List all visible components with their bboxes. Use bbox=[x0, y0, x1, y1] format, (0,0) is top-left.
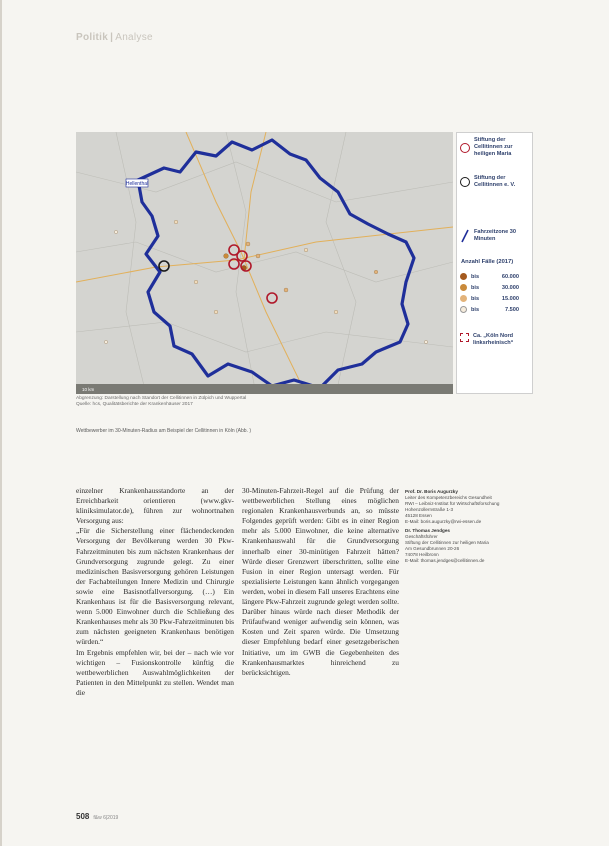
case-class-label: bis bbox=[471, 295, 480, 302]
paragraph: „Für die Sicherstellung einer flächendeckenden Versorgung der Bevölkerung werden 30 Pkw-Fahrzeitminuten bis zum nächsten Krankenhaus der Grundversorgung zugrunde gelegt. Zu einer medizinischen Basisversorgung gehören Leistungen der Fachabteilungen Innere Medizin und Chirurgie sowie eine Basisnotfallversorgung. (…) Ein Krankenhaus ist für die Basisversorgung relevant, wenn 5.000 Einwohner durch die Schließung des Krankenhauses mehr als 30 Pkw-Fahrzeitminuten bis zum nächsten geeigneten Krankenhaus benötigen würden.“ bbox=[76, 526, 234, 647]
case-class-label: bis bbox=[471, 306, 480, 313]
article-column-1 bbox=[76, 486, 234, 698]
author-line: 45128 Essen bbox=[405, 512, 432, 518]
legend-case-class bbox=[460, 306, 519, 313]
legend-item-ev bbox=[460, 175, 526, 189]
section-separator: | bbox=[110, 32, 114, 43]
author-line: Leiter des Kompetenzbereichs Gesundheit bbox=[405, 494, 492, 500]
article-column-2 bbox=[242, 486, 399, 678]
case-class-label: bis bbox=[471, 273, 480, 280]
map-legend bbox=[456, 132, 533, 394]
paragraph: Im Ergebnis empfehlen wir, bei der – nach wie vor wichtigen – Fusionskontrolle künftig die wettbewerblichen Auswahlmöglichkeiten der Patienten in den Mittelpunkt zu stellen. Wendet man die bbox=[76, 647, 234, 697]
case-dot-icon bbox=[460, 273, 467, 280]
legend-item-maria bbox=[460, 137, 526, 158]
case-dot-icon bbox=[460, 295, 467, 302]
case-class-value: 15.000 bbox=[501, 295, 519, 302]
legend-item-region bbox=[460, 333, 521, 347]
author-line: Hohenzollernstraße 1-3 bbox=[405, 506, 454, 512]
section-name: Politik bbox=[76, 32, 109, 43]
legend-label: Fahrzeitzone 30 Minuten bbox=[474, 229, 516, 242]
case-class-value: 7.500 bbox=[505, 306, 519, 313]
case-dot-icon bbox=[460, 306, 467, 313]
case-class-value: 60.000 bbox=[501, 273, 519, 280]
case-class-label: bis bbox=[471, 284, 480, 291]
legend-case-class bbox=[460, 295, 519, 302]
cases-title: Anzahl Fälle (2017) bbox=[461, 259, 514, 265]
travel-zone-line-icon bbox=[460, 229, 470, 243]
author-email: E-Mail: boris.augurzky@rwi-essen.de bbox=[405, 518, 482, 524]
page-number: 508 bbox=[76, 812, 90, 821]
figure-source-line: Abgrenzung: Darstellung nach Standort der Cellitinnen in Zülpich und Wuppertal bbox=[76, 396, 247, 401]
paragraph: 30-Minuten-Fahrzeit-Regel auf die Prüfung der wettbewerblichen Stellung eines möglichen regionalen Krankenhausverbunds an, so müsste Folgendes geprüft werden: Gibt es in einer Region mehr als 5.000 Einwohner, die keine alternative Krankenhauswahl für die Grundversorgung innerhalb einer 30-minütigen Fahrzeit hätten? Würde dieser Grenzwert überschritten, sollte eine Fusion in einer Region untersagt werden. Für spezialisierte Leistungen kann ähnlich vorgegangen werden, wobei in diesem Fall unseres Erachtens eine längere Pkw-Fahrzeit zugrunde gelegt werden sollte. Darüber hinaus würde nach dieser Methodik der Prüfaufwand weniger aufwendig sein können, was Kosten und Zeit sparen würde. Die Umsetzung dieser Empfehlung bedarf einer gesetzgeberischen Initiative, um im GWB die Gegebenheiten des Krankenhausmarktes hinreichend zu berücksichtigen. bbox=[242, 486, 399, 677]
figure-source-line: Quelle: hcs, Qualitätsberichte der Krankenhäuser 2017 bbox=[76, 402, 193, 407]
author-name: Dr. Thomas Jendges bbox=[405, 528, 450, 534]
case-dot-icon bbox=[460, 284, 467, 291]
magazine-name: f&w 6|2019 bbox=[93, 815, 119, 821]
legend-case-class bbox=[460, 273, 519, 280]
author-line: 74078 Heilbronn bbox=[405, 552, 439, 558]
map-graphic bbox=[76, 132, 453, 394]
black-ring-icon bbox=[460, 177, 470, 187]
scale-label: 10 km bbox=[82, 387, 95, 392]
case-class-value: 30.000 bbox=[501, 284, 519, 291]
author-email: E-Mail: thomas.jendges@cellitinnen.de bbox=[405, 557, 485, 563]
legend-label: Ca. „Köln Nord linksrheinisch“ bbox=[473, 333, 514, 346]
map-figure bbox=[76, 132, 533, 394]
author-line: Am Gesundbrunnen 20-26 bbox=[405, 546, 460, 552]
author-box bbox=[405, 489, 533, 568]
competitor-map bbox=[76, 132, 453, 394]
legend-case-class bbox=[460, 284, 519, 291]
author-line: RWI – Leibniz-Institut für Wirtschaftsforschung bbox=[405, 500, 500, 506]
author-line: Stiftung der Cellitinnen zur heiligen Maria bbox=[405, 540, 489, 546]
legend-item-travel-time bbox=[460, 229, 524, 243]
region-box-icon bbox=[460, 333, 469, 342]
section-header bbox=[76, 32, 153, 43]
author-name: Prof. Dr. Boris Augurzky bbox=[405, 489, 458, 494]
page-edge-rule bbox=[0, 0, 2, 846]
paragraph: einzelner Krankenhausstandorte an der Erreichbarkeit orientieren (www.gkv-kliniksimulator.de), führen zur wohnortnahen Versorgung aus: bbox=[76, 486, 234, 526]
legend-label: Stiftung der Cellitinnen zur heiligen Maria bbox=[474, 137, 513, 157]
legend-label: Stiftung der Cellitinnen e. V. bbox=[474, 175, 516, 188]
page-footer bbox=[76, 812, 118, 821]
red-ring-icon bbox=[460, 143, 470, 153]
figure-caption: Wettbewerber im 30-Minuten-Radius am Beispiel der Cellitinnen in Köln (Abb. ) bbox=[76, 428, 251, 434]
author-block bbox=[405, 528, 533, 563]
author-line: Geschäftsführer bbox=[405, 534, 438, 540]
place-label: Hellenthal bbox=[125, 181, 149, 187]
author-block bbox=[405, 489, 533, 524]
subsection-name: Analyse bbox=[115, 32, 153, 43]
